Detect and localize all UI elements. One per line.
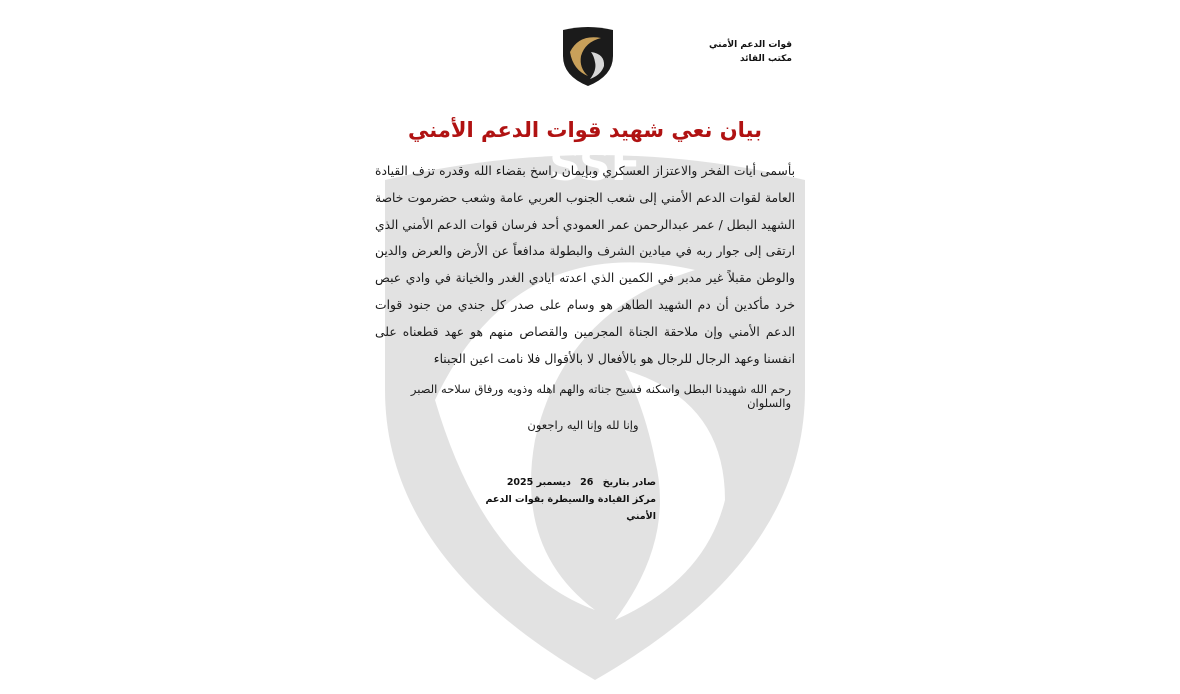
statement-body: بأسمى أيات الفخر والاعتزاز العسكري وبإيمان راسخ بقضاء الله وقدره تزف القيادة العامة لقوات الدعم الأمني إلى شعب الجنوب العربي عامة وشعب حضرموت خاصة الشهيد البطل / عمر عبدالرحمن عمر العمودي أحد فرسان قوات الدعم الأمني الذي ارتقى إلى جوار ربه في ميادين الشرف والبطولة مدافعاً عن الأرض والعرض والدين والوطن مقبلاً غير مدبر في الكمين الذي اعدته ايادي الغدر والخيانة في وادي عبص خرد مأكدين أن دم الشهيد الطاهر هو وسام على صدر كل جندي من جنود قوات الدعم الأمني وإن ملاحقة الجناة المجرمين والقصاص منهم هو عهد قطعناه على انفسنا وعهد الرجال للرجال هو بالأفعال لا بالأقوال فلا نامت اعين الجبناء — [375, 164, 795, 366]
ssf-logo-icon — [561, 26, 615, 88]
prayer-line: رحم الله شهيدنا البطل واسكنه فسيح جناته والهم اهله وذويه ورفاق سلاحه الصبر والسلوان — [410, 382, 791, 410]
org-name: قوات الدعم الأمني — [709, 40, 792, 50]
office-name: مكتب القائد — [739, 54, 792, 64]
statement-title: بيان نعي شهيد قوات الدعم الأمني — [408, 118, 762, 142]
footer-block — [470, 474, 656, 525]
header-org-block — [700, 38, 792, 66]
issued-day: 26 — [580, 477, 594, 488]
watermark-text: SSF — [549, 140, 641, 191]
issue-date — [470, 474, 656, 491]
issued-label: صادر بتاريخ — [602, 477, 656, 488]
issued-month-year: ديسمبر 2025 — [506, 477, 571, 488]
issuer-name: مركز القيادة والسيطرة بقوات الدعم الأمني — [485, 494, 656, 522]
closing-line: وإنا لله وإنا اليه راجعون — [527, 418, 639, 432]
